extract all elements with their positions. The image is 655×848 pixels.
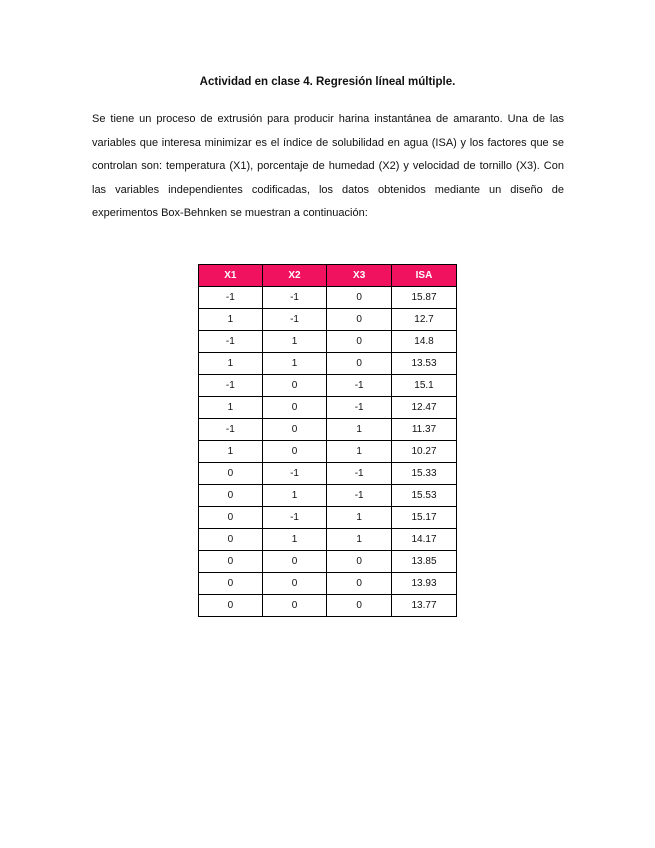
cell-x2: -1	[262, 507, 327, 529]
cell-x3: 0	[327, 573, 392, 595]
cell-x2: -1	[262, 309, 327, 331]
cell-isa: 12.47	[392, 397, 457, 419]
column-header-x2: X2	[262, 265, 327, 287]
cell-isa: 13.85	[392, 551, 457, 573]
cell-x2: 0	[262, 573, 327, 595]
cell-x3: 1	[327, 441, 392, 463]
column-header-x3: X3	[327, 265, 392, 287]
column-header-isa: ISA	[392, 265, 457, 287]
table-row	[199, 463, 457, 485]
cell-x1: -1	[199, 287, 263, 309]
table-row	[199, 573, 457, 595]
table-body	[199, 287, 457, 617]
cell-x3: 0	[327, 353, 392, 375]
cell-x3: 1	[327, 507, 392, 529]
cell-isa: 13.53	[392, 353, 457, 375]
cell-isa: 13.93	[392, 573, 457, 595]
cell-x2: 1	[262, 485, 327, 507]
cell-x1: -1	[199, 419, 263, 441]
cell-x3: 0	[327, 287, 392, 309]
cell-x1: 1	[199, 309, 263, 331]
cell-x2: 1	[262, 331, 327, 353]
table-row	[199, 507, 457, 529]
cell-x3: 0	[327, 595, 392, 617]
cell-x1: 0	[199, 551, 263, 573]
table-row	[199, 375, 457, 397]
cell-isa: 11.37	[392, 419, 457, 441]
cell-x1: 0	[199, 485, 263, 507]
table-row	[199, 551, 457, 573]
cell-x2: 0	[262, 441, 327, 463]
cell-x1: -1	[199, 331, 263, 353]
cell-x3: -1	[327, 397, 392, 419]
cell-x2: 0	[262, 375, 327, 397]
cell-x1: 0	[199, 595, 263, 617]
intro-paragraph: Se tiene un proceso de extrusión para producir harina instantánea de amaranto. Una de las variables que interesa minimizar es el índice de solubilidad en agua (ISA) y los factores que se controlan son: temperatura (X1), porcentaje de humedad (X2) y velocidad de tornillo (X3). Con las variables independientes codificadas, los datos obtenidos mediante un diseño de experimentos Box-Behnken se muestran a continuación:	[92, 113, 564, 219]
cell-x2: 0	[262, 595, 327, 617]
cell-isa: 15.53	[392, 485, 457, 507]
cell-x3: 0	[327, 331, 392, 353]
cell-x2: -1	[262, 463, 327, 485]
cell-isa: 15.33	[392, 463, 457, 485]
cell-x2: 0	[262, 551, 327, 573]
table-row	[199, 309, 457, 331]
cell-isa: 15.87	[392, 287, 457, 309]
table-row	[199, 353, 457, 375]
cell-x1: 1	[199, 441, 263, 463]
cell-isa: 15.17	[392, 507, 457, 529]
column-header-x1: X1	[199, 265, 263, 287]
table-row	[199, 287, 457, 309]
table-row	[199, 595, 457, 617]
table-row	[199, 397, 457, 419]
cell-x2: 0	[262, 397, 327, 419]
cell-x3: 1	[327, 529, 392, 551]
cell-x1: 0	[199, 529, 263, 551]
table-row	[199, 441, 457, 463]
cell-isa: 12.7	[392, 309, 457, 331]
cell-isa: 14.17	[392, 529, 457, 551]
cell-x3: 1	[327, 419, 392, 441]
cell-isa: 14.8	[392, 331, 457, 353]
cell-x3: 0	[327, 551, 392, 573]
cell-isa: 15.1	[392, 375, 457, 397]
table-row	[199, 419, 457, 441]
cell-x1: 1	[199, 353, 263, 375]
document-title: Actividad en clase 4. Regresión líneal múltiple.	[199, 76, 456, 88]
cell-x1: 0	[199, 507, 263, 529]
cell-isa: 13.77	[392, 595, 457, 617]
cell-x2: 0	[262, 419, 327, 441]
cell-x3: 0	[327, 309, 392, 331]
cell-x3: -1	[327, 485, 392, 507]
cell-x2: -1	[262, 287, 327, 309]
cell-x3: -1	[327, 375, 392, 397]
cell-x1: 0	[199, 463, 263, 485]
cell-x2: 1	[262, 529, 327, 551]
cell-x3: -1	[327, 463, 392, 485]
table-row	[199, 485, 457, 507]
table-header	[199, 265, 457, 287]
cell-x2: 1	[262, 353, 327, 375]
cell-x1: 0	[199, 573, 263, 595]
cell-x1: -1	[199, 375, 263, 397]
table-header-row	[199, 265, 457, 287]
table-row	[199, 529, 457, 551]
cell-isa: 10.27	[392, 441, 457, 463]
cell-x1: 1	[199, 397, 263, 419]
box-behnken-data-table	[198, 264, 457, 617]
table-row	[199, 331, 457, 353]
